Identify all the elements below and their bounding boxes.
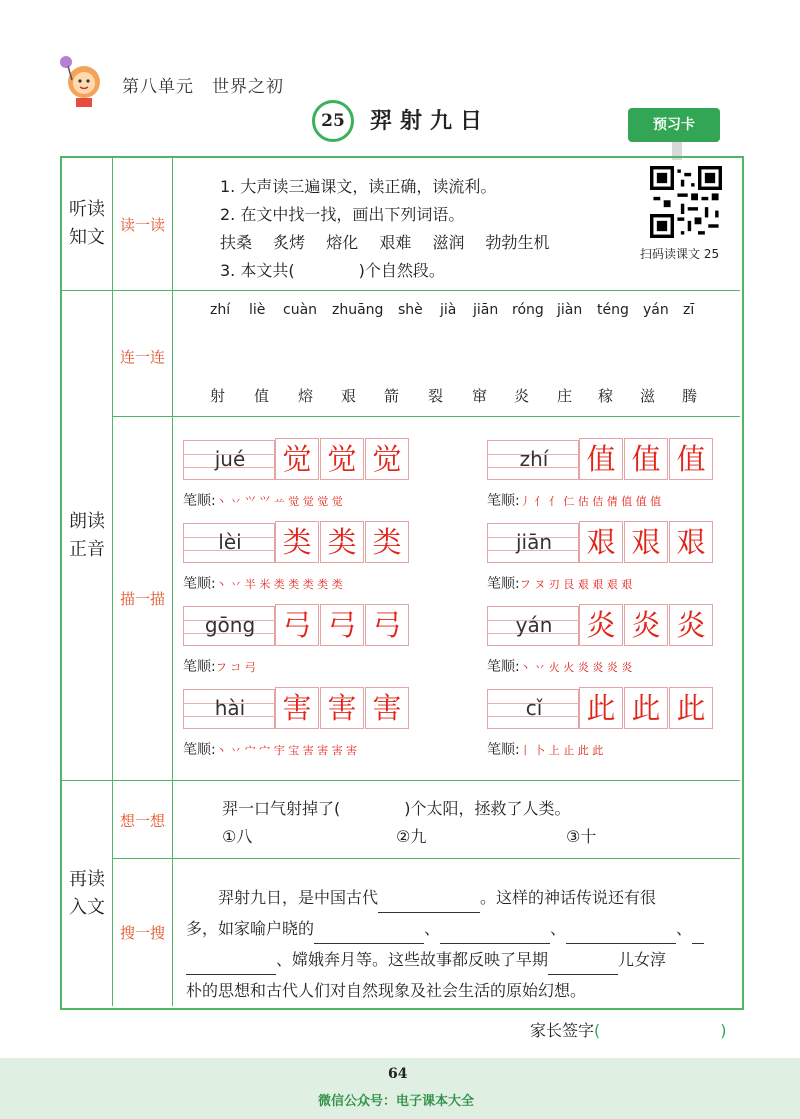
write-cell[interactable]: 值 (669, 438, 713, 480)
stroke-order (183, 490, 343, 510)
trace-block-jué (183, 438, 413, 516)
section-read-aloud: 朗读 正音 (69, 511, 105, 560)
sub-search: 搜一搜 (119, 924, 165, 942)
row-divider-3 (61, 780, 740, 781)
word-item: 熔化 (326, 233, 359, 252)
wechat-footer: 微信公众号：电子课本大全 (318, 1094, 475, 1109)
write-cell[interactable]: 艰 (624, 521, 668, 563)
pinyin-item[interactable]: shè (398, 302, 423, 318)
pinyin-item[interactable]: zī (683, 302, 695, 318)
pinyin-box (183, 606, 275, 646)
signature-label: 家长签字 (530, 1021, 595, 1040)
pinyin-item[interactable]: téng (597, 302, 629, 318)
pinyin-box (183, 440, 275, 480)
option-2[interactable]: ②九 (396, 827, 427, 846)
pinyin-box (183, 523, 275, 563)
reading-line-1: 1. 大声读三遍课文，读正确，读流利。 (220, 177, 497, 196)
write-cell[interactable]: 类 (275, 521, 319, 563)
char-item[interactable]: 滋 (640, 387, 656, 405)
write-cell[interactable]: 害 (275, 687, 319, 729)
answer-blank[interactable] (692, 927, 704, 944)
word-item: 扶桑 (220, 233, 253, 252)
pinyin-box (487, 606, 579, 646)
char-item[interactable]: 箭 (384, 387, 400, 405)
think-question: 羿一口气射掉了( )个太阳，拯救了人类。 (222, 799, 571, 818)
sub-think: 想一想 (119, 812, 165, 830)
write-cell[interactable]: 艰 (669, 521, 713, 563)
write-cell[interactable]: 弓 (320, 604, 364, 646)
stroke-sequence: 丶 丷 半 米 类 类 类 类 类 (215, 578, 343, 591)
column-divider-1 (112, 157, 113, 1006)
trace-pinyin: jiān (515, 530, 553, 554)
stroke-order (487, 490, 661, 510)
trace-block-zhí (487, 438, 717, 516)
trace-pinyin: lèi (218, 530, 242, 554)
stroke-order-label: 笔顺: (487, 493, 520, 509)
stroke-order-label: 笔顺: (487, 742, 520, 758)
pinyin-item[interactable]: róng (512, 302, 544, 318)
stroke-order-label: 笔顺: (487, 576, 520, 592)
trace-pinyin: hài (214, 696, 246, 720)
char-item[interactable]: 炎 (514, 387, 530, 405)
char-item[interactable]: 熔 (298, 387, 314, 405)
pinyin-item[interactable]: jià (440, 302, 457, 318)
trace-pinyin: zhí (519, 447, 549, 471)
row-divider-4 (113, 858, 740, 859)
write-cell[interactable]: 此 (579, 687, 623, 729)
sub-trace: 描一描 (119, 590, 165, 608)
row-divider-1 (61, 290, 740, 291)
char-item[interactable]: 射 (210, 387, 226, 405)
write-cell[interactable]: 艰 (579, 521, 623, 563)
search-text: 儿女淳 (618, 950, 667, 969)
write-cell[interactable]: 类 (365, 521, 409, 563)
stroke-order (183, 573, 343, 593)
answer-blank[interactable] (440, 927, 550, 944)
pinyin-item[interactable]: cuàn (283, 302, 318, 318)
stroke-sequence: フ コ 弓 (215, 661, 256, 674)
stroke-sequence: 丶 丷 火 火 炎 炎 炎 炎 (519, 661, 633, 674)
column-divider-2 (172, 157, 173, 1006)
write-cell[interactable]: 觉 (320, 438, 364, 480)
write-cell[interactable]: 弓 (275, 604, 319, 646)
reading-line-3: 3. 本文共( )个自然段。 (220, 261, 445, 280)
write-cell[interactable]: 此 (624, 687, 668, 729)
unit-title: 第八单元 世界之初 (122, 77, 284, 97)
word-item: 滋润 (432, 233, 465, 252)
stroke-sequence: 丨 卜 上 止 此 此 (519, 744, 604, 757)
section-reread: 再读 入文 (69, 869, 105, 918)
stroke-order-label: 笔顺: (183, 659, 216, 675)
char-item[interactable]: 裂 (428, 387, 444, 405)
trace-block-jiān (487, 521, 717, 599)
stroke-order-label: 笔顺: (487, 659, 520, 675)
write-cell[interactable]: 此 (669, 687, 713, 729)
page-number: 64 (388, 1066, 408, 1082)
stroke-order (183, 739, 357, 759)
reading-line-2: 2. 在文中找一找，画出下列词语。 (220, 205, 465, 224)
stroke-sequence: 丿 亻 亻 仁 估 佶 倩 值 值 值 (519, 495, 662, 508)
char-item[interactable]: 稼 (598, 387, 614, 405)
pinyin-box (487, 523, 579, 563)
pinyin-box (487, 689, 579, 729)
signature-paren-close: ) (720, 1021, 727, 1040)
search-paragraph: 羿射九日，是中国古代 。这样的神话传说还有很 多，如家喻户晓的 、 、 、 、嫦娥奔月等。这些故事都反映了早期 儿女淳 朴的思想和古代人们对自然现象及社会生活的原始幻想。 (186, 882, 736, 1006)
trace-block-cǐ (487, 687, 717, 765)
trace-block-lèi (183, 521, 413, 599)
pinyin-box (487, 440, 579, 480)
sub-connect: 连一连 (119, 348, 165, 366)
pinyin-item[interactable]: jiàn (557, 302, 583, 318)
trace-block-gōng (183, 604, 413, 682)
pinyin-item[interactable]: jiān (473, 302, 499, 318)
pinyin-item[interactable]: zhí (210, 302, 231, 318)
mascot-icon (58, 52, 106, 108)
stroke-order-label: 笔顺: (183, 576, 216, 592)
row-divider-2 (113, 416, 740, 417)
qr-code-icon[interactable] (650, 166, 722, 238)
trace-block-hài (183, 687, 413, 765)
answer-blank[interactable] (566, 927, 676, 944)
search-text: 多，如家喻户晓的 (186, 919, 315, 938)
pinyin-item[interactable]: liè (249, 302, 266, 318)
answer-blank[interactable] (548, 958, 618, 975)
char-item[interactable]: 艰 (341, 387, 357, 405)
stroke-order (183, 656, 256, 676)
answer-blank[interactable] (314, 927, 424, 944)
write-cell[interactable]: 炎 (579, 604, 623, 646)
write-cell[interactable]: 觉 (365, 438, 409, 480)
lesson-number: 25 (312, 100, 354, 142)
search-text: 羿射九日，是中国古代 (218, 888, 379, 907)
stroke-sequence: 丶 丷 ⺍ 𭕄 䒑 觉 觉 觉 觉 (215, 495, 343, 508)
stroke-order (487, 573, 632, 593)
word-item: 炙烤 (273, 233, 306, 252)
signature-paren-open: ( (594, 1021, 601, 1040)
pinyin-item[interactable]: zhuāng (332, 302, 384, 318)
stroke-order (487, 656, 632, 676)
reading-words (220, 230, 630, 253)
write-cell[interactable]: 害 (365, 687, 409, 729)
char-item[interactable]: 窜 (472, 387, 488, 405)
trace-pinyin: yán (515, 613, 553, 637)
pinyin-item[interactable]: yán (643, 302, 669, 318)
search-text: 朴的思想和古代人们对自然现象及社会生活的原始幻想。 (186, 981, 587, 1000)
trace-pinyin: gōng (204, 613, 256, 637)
parent-signature[interactable] (530, 1018, 727, 1041)
search-text: 、嫦娥奔月等。这些故事都反映了早期 (276, 950, 549, 969)
search-text: 。这样的神话传说还有很 (480, 888, 657, 907)
word-item: 勃勃生机 (485, 233, 550, 252)
stroke-sequence: フ ヌ 刃 艮 艰 艰 艰 艰 (519, 578, 633, 591)
char-item[interactable]: 值 (254, 387, 270, 405)
trace-block-yán (487, 604, 717, 682)
write-cell[interactable]: 炎 (624, 604, 668, 646)
sub-read: 读一读 (119, 216, 165, 234)
option-3[interactable]: ③十 (566, 827, 597, 846)
word-item: 艰难 (379, 233, 412, 252)
character-row (0, 385, 800, 405)
stroke-order-label: 笔顺: (183, 493, 216, 509)
stroke-sequence: 丶 丷 宀 宀 宇 宝 害 害 害 害 (215, 744, 358, 757)
write-cell[interactable]: 炎 (669, 604, 713, 646)
write-cell[interactable]: 类 (320, 521, 364, 563)
write-cell[interactable]: 值 (579, 438, 623, 480)
trace-pinyin: jué (214, 447, 246, 471)
section-listen-read: 听读 知文 (69, 199, 105, 248)
write-cell[interactable]: 弓 (365, 604, 409, 646)
write-cell[interactable]: 值 (624, 438, 668, 480)
pinyin-box (183, 689, 275, 729)
char-item[interactable]: 腾 (682, 387, 698, 405)
qr-caption: 扫码读课文 25 (640, 247, 720, 261)
write-cell[interactable]: 害 (320, 687, 364, 729)
lesson-title: 羿射九日 (370, 108, 491, 134)
stroke-order-label: 笔顺: (183, 742, 216, 758)
write-cell[interactable]: 觉 (275, 438, 319, 480)
preview-card-tag: 预习卡 (628, 108, 720, 142)
trace-pinyin: cǐ (525, 696, 543, 720)
char-item[interactable]: 庄 (557, 387, 573, 405)
option-1[interactable]: ①八 (222, 827, 253, 846)
pinyin-row (0, 302, 800, 322)
answer-blank[interactable] (378, 896, 480, 913)
stroke-order (487, 739, 603, 759)
answer-blank[interactable] (186, 958, 276, 975)
